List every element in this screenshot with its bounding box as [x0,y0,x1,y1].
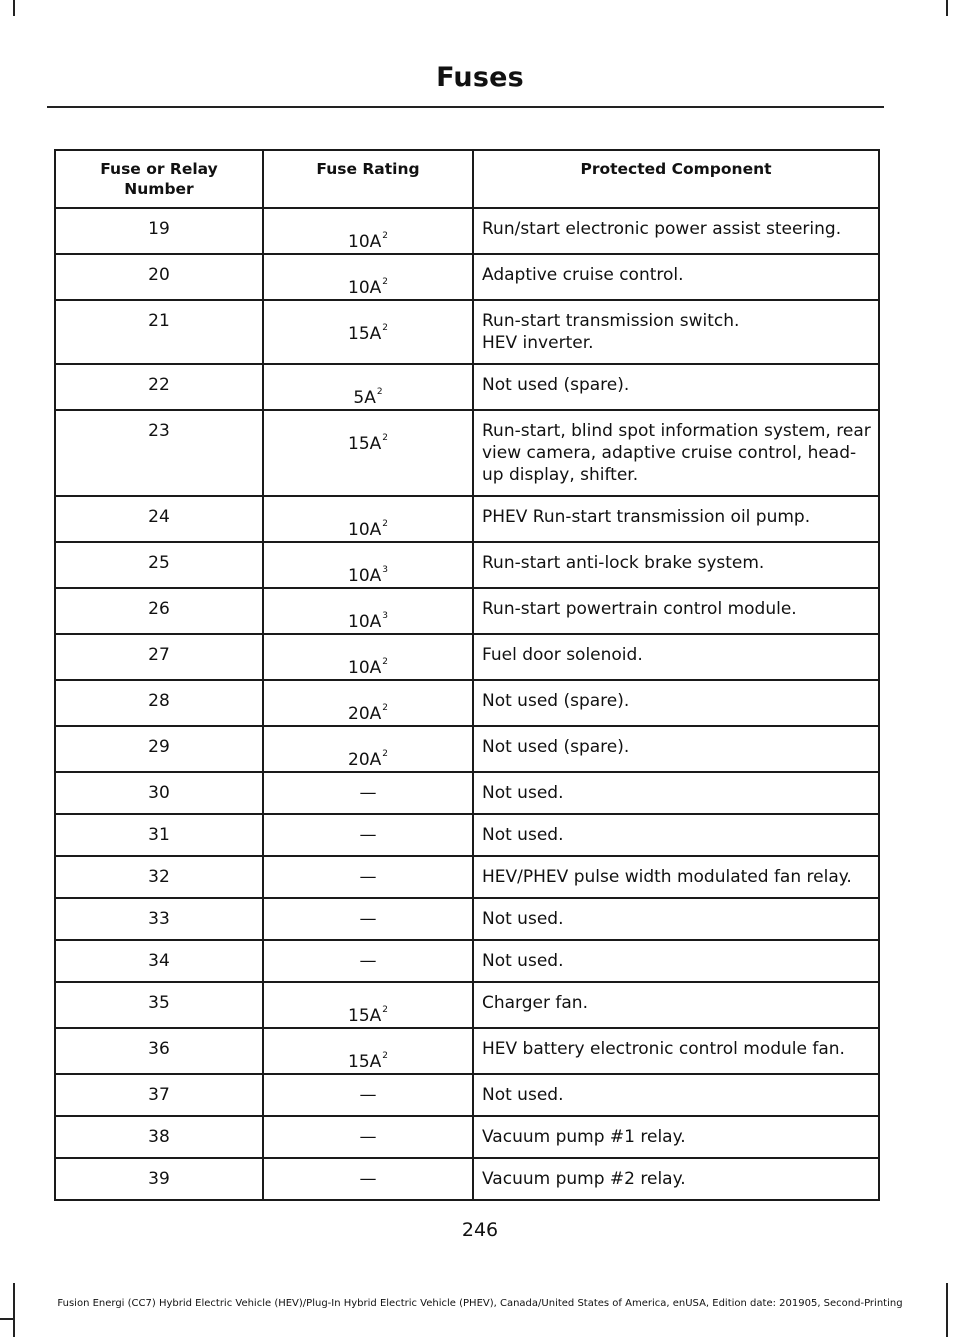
protected-component-cell: Run-start powertrain control module. [473,588,879,634]
table-row [55,542,879,588]
fuse-number-cell: 31 [55,814,263,856]
column-header-rating: Fuse Rating [263,150,473,208]
protected-component-cell: Vacuum pump #1 relay. [473,1116,879,1158]
fuse-rating-value: — [359,825,377,845]
footnote-marker: 3 [382,611,388,621]
fuse-table [54,149,880,1201]
fuse-rating-cell [263,726,473,772]
protected-component-cell: Not used (spare). [473,726,879,772]
fuse-rating-cell [263,542,473,588]
protected-component-cell: Run/start electronic power assist steering. [473,208,879,254]
fuse-rating-cell [263,940,473,982]
fuse-rating-cell [263,982,473,1028]
table-row [55,856,879,898]
table-row [55,772,879,814]
fuse-rating-cell [263,254,473,300]
table-row [55,254,879,300]
fuse-number-cell: 32 [55,856,263,898]
fuse-table-body [55,208,879,1200]
fuse-rating-value: 10A [348,566,382,586]
protected-component-cell: Adaptive cruise control. [473,254,879,300]
fuse-rating-value: 15A [348,324,382,344]
footer-text: Fusion Energi (CC7) Hybrid Electric Vehicle (HEV)/Plug-In Hybrid Electric Vehicle (PHEV), Canada/United States of America, enUSA, Edition date: 201905, Second-Printing [57,1298,903,1309]
fuse-rating-cell [263,680,473,726]
fuse-rating-value: 15A [348,434,382,454]
footnote-marker: 2 [382,519,388,529]
table-row [55,898,879,940]
fuse-rating-value: — [359,1127,377,1147]
protected-component-cell: Charger fan. [473,982,879,1028]
fuse-rating-cell [263,1074,473,1116]
column-header-component: Protected Component [473,150,879,208]
fuse-rating-cell [263,856,473,898]
fuse-rating-value: — [359,909,377,929]
fuse-rating-value: 10A [348,612,382,632]
fuse-rating-value: — [359,1169,377,1189]
footnote-marker: 2 [382,433,388,443]
crop-mark-bottom-left-h [0,1318,15,1320]
protected-component-cell: Run-start transmission switch. HEV inverter. [473,300,879,364]
fuse-rating-value: 10A [348,278,382,298]
fuse-rating-value: 10A [348,520,382,540]
fuse-number-cell: 21 [55,300,263,364]
protected-component-cell: Not used. [473,772,879,814]
table-row [55,1116,879,1158]
protected-component-cell: Not used. [473,940,879,982]
fuse-number-cell: 19 [55,208,263,254]
footnote-marker: 2 [382,657,388,667]
fuse-number-cell: 36 [55,1028,263,1074]
protected-component-cell: Vacuum pump #2 relay. [473,1158,879,1200]
fuse-rating-value: — [359,783,377,803]
table-row [55,634,879,680]
footnote-marker: 2 [376,387,383,397]
fuse-rating-cell [263,364,473,410]
fuse-rating-value: — [359,867,377,887]
table-row [55,364,879,410]
fuse-number-cell: 22 [55,364,263,410]
crop-mark-top-left [13,0,15,16]
column-header-number: Fuse or Relay Number [55,150,263,208]
crop-mark-bottom-left [13,1283,15,1337]
fuse-rating-cell [263,496,473,542]
fuse-rating-value: 20A [348,704,382,724]
protected-component-cell: HEV battery electronic control module fan. [473,1028,879,1074]
fuse-rating-cell [263,208,473,254]
fuse-rating-value: — [359,951,377,971]
protected-component-cell: Not used (spare). [473,680,879,726]
fuse-rating-value: — [359,1085,377,1105]
fuse-number-cell: 34 [55,940,263,982]
table-row [55,208,879,254]
table-row [55,982,879,1028]
table-row [55,410,879,496]
fuse-rating-cell [263,772,473,814]
fuse-number-cell: 35 [55,982,263,1028]
fuse-number-cell: 20 [55,254,263,300]
fuse-number-cell: 38 [55,1116,263,1158]
fuse-number-cell: 33 [55,898,263,940]
table-header-row [55,150,879,208]
fuse-rating-cell [263,814,473,856]
crop-mark-bottom-right [946,1283,948,1337]
fuse-rating-value: 5A [353,388,376,408]
table-row [55,940,879,982]
protected-component-cell: HEV/PHEV pulse width modulated fan relay. [473,856,879,898]
protected-component-cell: Not used. [473,1074,879,1116]
title-divider [47,106,884,108]
fuse-number-cell: 24 [55,496,263,542]
table-row [55,300,879,364]
footnote-marker: 2 [382,323,388,333]
footnote-marker: 2 [382,749,388,759]
footnote-marker: 3 [382,565,388,575]
footnote-marker: 2 [382,1051,388,1061]
fuse-number-cell: 37 [55,1074,263,1116]
fuse-number-cell: 39 [55,1158,263,1200]
fuse-number-cell: 27 [55,634,263,680]
table-row [55,814,879,856]
table-row [55,1158,879,1200]
protected-component-cell: Run-start, blind spot information system, rear view camera, adaptive cruise control, head-up display, shifter. [473,410,879,496]
fuse-rating-cell [263,1158,473,1200]
fuse-rating-cell [263,410,473,496]
table-row [55,588,879,634]
fuse-number-cell: 26 [55,588,263,634]
page-number: 246 [461,1219,499,1241]
footnote-marker: 2 [382,277,388,287]
table-row [55,1028,879,1074]
fuse-rating-value: 15A [348,1052,382,1072]
footnote-marker: 2 [382,703,388,713]
table-row [55,496,879,542]
fuse-rating-cell [263,588,473,634]
fuse-rating-cell [263,1028,473,1074]
protected-component-cell: Not used. [473,898,879,940]
footnote-marker: 2 [382,1005,388,1015]
protected-component-cell: Run-start anti-lock brake system. [473,542,879,588]
fuse-number-cell: 30 [55,772,263,814]
protected-component-cell: Not used (spare). [473,364,879,410]
footnote-marker: 2 [382,231,388,241]
fuse-number-cell: 25 [55,542,263,588]
fuse-rating-value: 20A [348,750,382,770]
fuse-number-cell: 23 [55,410,263,496]
page-title: Fuses [436,62,524,93]
fuse-number-cell: 28 [55,680,263,726]
protected-component-cell: Not used. [473,814,879,856]
protected-component-cell: Fuel door solenoid. [473,634,879,680]
fuse-rating-cell [263,634,473,680]
fuse-rating-cell [263,898,473,940]
fuse-number-cell: 29 [55,726,263,772]
fuse-rating-cell [263,300,473,364]
table-row [55,726,879,772]
protected-component-cell: PHEV Run-start transmission oil pump. [473,496,879,542]
fuse-rating-value: 15A [348,1006,382,1026]
table-row [55,680,879,726]
fuse-rating-cell [263,1116,473,1158]
fuse-rating-value: 10A [348,658,382,678]
crop-mark-top-right [946,0,948,16]
fuse-rating-value: 10A [348,232,382,252]
table-row [55,1074,879,1116]
